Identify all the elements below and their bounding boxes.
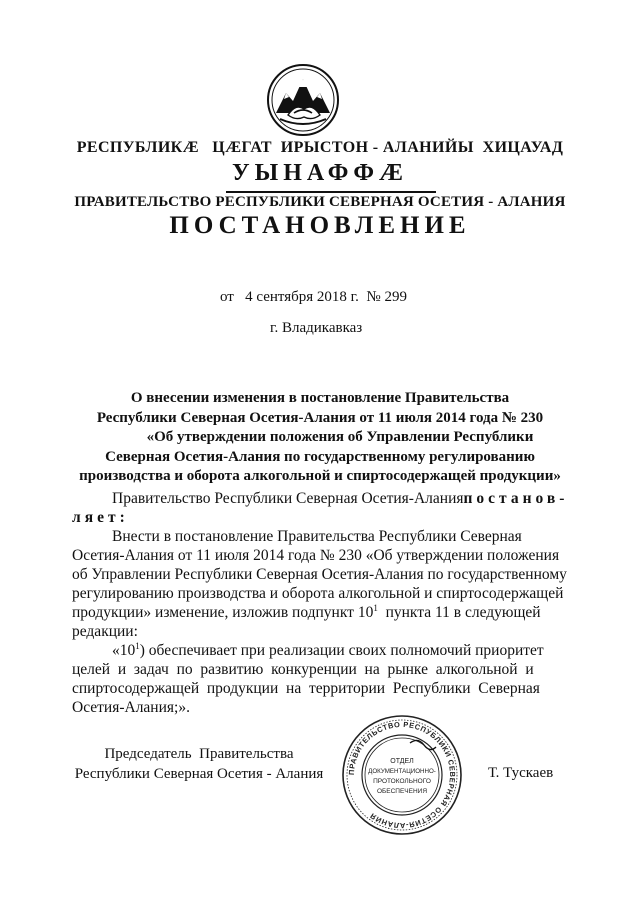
- header-underline: [226, 191, 436, 193]
- decree-date-line: [220, 289, 407, 306]
- decree-date: 4 сентября 2018 г.: [245, 289, 359, 305]
- paragraph-preamble: [72, 489, 569, 527]
- stamp-inner-line: ОБЕСПЕЧЕНИЯ: [376, 788, 428, 795]
- text-span: «10: [112, 642, 136, 659]
- decree-subject: [70, 389, 570, 487]
- text-span: ) обеспечивает при реализации своих полномочий приоритет: [139, 642, 544, 659]
- stamp-ring-text: ПРАВИТЕЛЬСТВО РЕСПУБЛИКИ СЕВЕРНАЯ ОСЕТИЯ-АЛАНИЯ: [346, 719, 458, 831]
- city: г. Владикавказ: [270, 320, 363, 336]
- text-line: Осетия-Алания от 11 июля 2014 года № 230 «Об утверждении положения: [72, 547, 560, 564]
- decree-title-ossetian: УЫНАФФӔ: [232, 160, 408, 186]
- coat-of-arms-icon: [266, 63, 340, 137]
- text-line: регулированию производства и оборота алкогольной и спиртосодержащей: [72, 585, 564, 602]
- paragraph-new-wording: [72, 641, 558, 717]
- text-line: [72, 641, 558, 660]
- subject-line: «Об утверждении положения об Управлении Республики: [146, 429, 534, 445]
- header-russian-government: ПРАВИТЕЛЬСТВО РЕСПУБЛИКИ СЕВЕРНАЯ ОСЕТИЯ - АЛАНИЯ: [74, 194, 566, 210]
- superscript: 1: [373, 602, 378, 613]
- decree-title-russian: ПОСТАНОВЛЕНИЕ: [169, 212, 471, 239]
- preamble-text: Правительство Республики Северная Осетия-Алания: [112, 490, 464, 507]
- text-line: об Управлении Республики Северная Осетия-Алания по государственному: [72, 566, 567, 583]
- text-line: редакции:: [72, 623, 138, 640]
- paragraph-amendment: [72, 527, 567, 641]
- stamp-inner-line: ПРОТОКОЛЬНОГО: [373, 778, 431, 785]
- signer-title-line: Республики Северная Осетия - Алания: [74, 766, 324, 782]
- signer-name: Т. Тускаев: [488, 765, 554, 781]
- preamble-spaced: постанов-: [463, 490, 569, 507]
- subject-line: О внесении изменения в постановление Правительства: [130, 390, 510, 406]
- stamp-inner-line: ДОКУМЕНТАЦИОННО-: [368, 768, 436, 775]
- text-line: спиртосодержащей продукции на территории Республики Северная: [72, 680, 540, 697]
- decree-number: № 299: [366, 289, 407, 305]
- preamble-spaced-end: ляет:: [72, 509, 129, 526]
- text-span: пункта 11 в следующей: [377, 604, 541, 621]
- subject-line: Северная Осетия-Алания по государственному регулированию: [105, 448, 535, 465]
- text-line: целей и задач по развитию конкуренции на рынке алкогольной и: [72, 661, 534, 678]
- subject-line: производства и оборота алкогольной и спиртосодержащей продукции»: [79, 468, 561, 484]
- subject-line: Республики Северная Осетия-Алания от 11 июля 2014 года № 230: [96, 409, 544, 426]
- text-line: [72, 603, 558, 622]
- text-line: Осетия-Алания;».: [72, 699, 190, 716]
- signer-title-line: Председатель Правительства: [104, 746, 294, 762]
- date-prefix: от: [220, 289, 234, 305]
- text-span: продукции» изменение, изложив подпункт 10: [72, 604, 374, 621]
- text-line: Внести в постановление Правительства Республики Северная: [112, 528, 522, 545]
- header-ossetian-government: РЕСПУБЛИКӔ ЦӔГАТ ИРЫСТОН - АЛАНИЙЫ ХИЦАУАД: [76, 139, 564, 156]
- superscript: 1: [135, 640, 140, 651]
- stamp-inner-line: ОТДЕЛ: [390, 758, 414, 765]
- signer-title: [70, 744, 328, 784]
- official-stamp: [340, 713, 464, 837]
